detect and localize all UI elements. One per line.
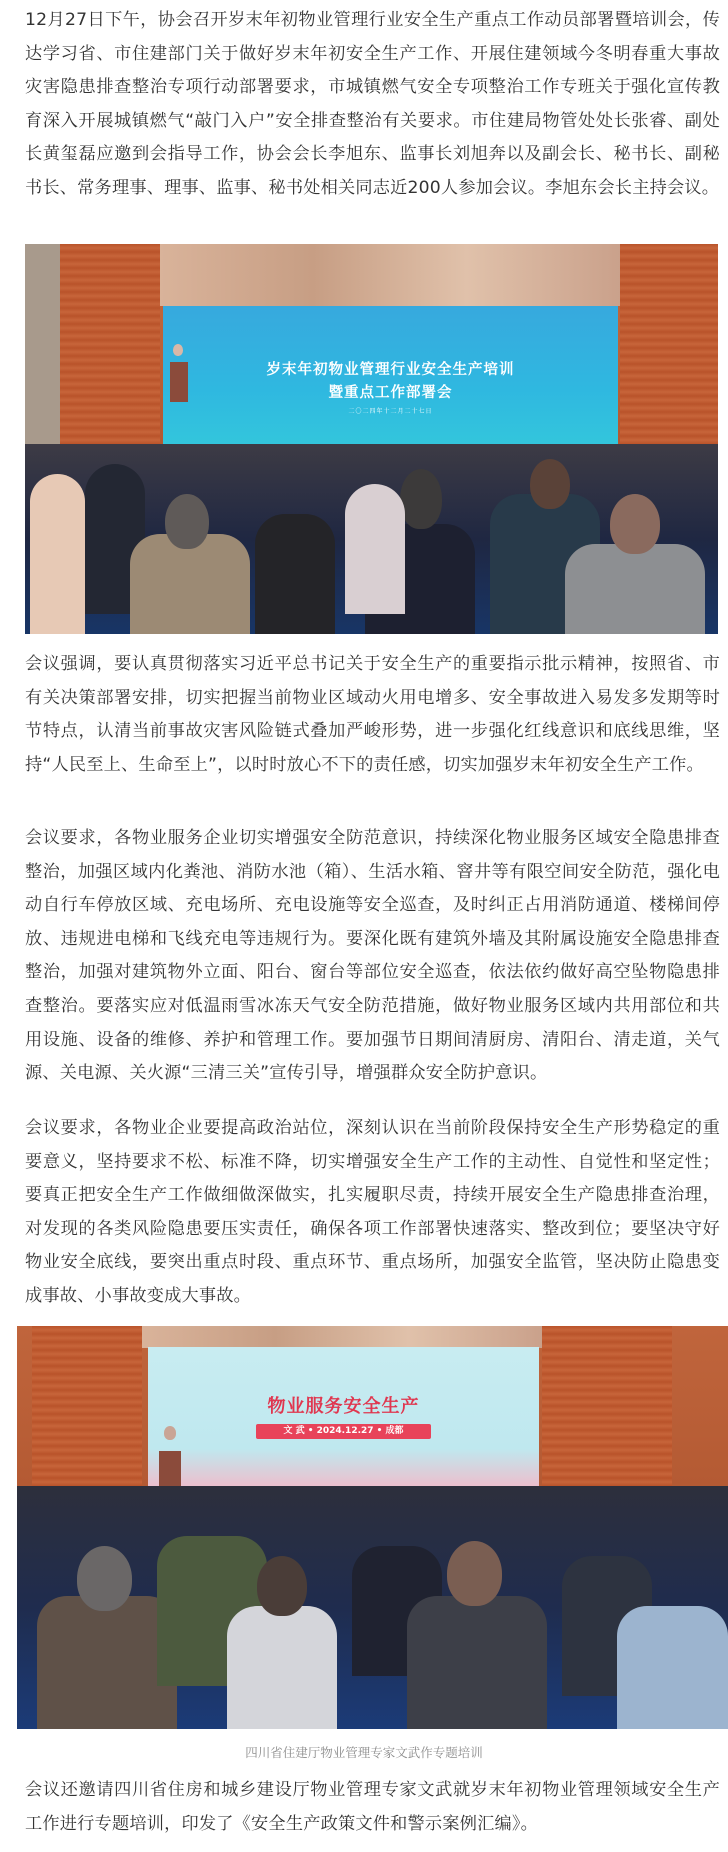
stage-screen <box>148 1347 539 1492</box>
speaker <box>173 344 183 356</box>
paragraph-training: 会议还邀请四川省住房和城乡建设厅物业管理专家文武就岁末年初物业管理领域安全生产工作进行专题培训，印发了《安全生产政策文件和警示案例汇编》。 <box>25 1780 720 1834</box>
podium <box>170 362 188 402</box>
meeting-photo-1 <box>25 244 718 634</box>
paragraph-intro: 12月27日下午，协会召开岁末年初物业管理行业安全生产重点工作动员部署暨培训会，传达学习省、市住建部门关于做好岁末年初安全生产工作、开展住建领域今冬明春重大事故灾害隐患排查整治专项行动部署要求，市城镇燃气安全专项整治工作专班关于强化宣传教育深入开展城镇燃气“敲门入户”安全排查整治有关要求。市住建局物管处处长张睿、副处长黄玺磊应邀到会指导工作，协会会长李旭东、监事长刘旭奔以及副会长、秘书长、副秘书长、常务理事、理事、监事、秘书处相关同志近200人参加会议。李旭东会长主持会议。 <box>25 10 720 198</box>
photo-caption: 四川省住建厅物业管理专家文武作专题培训 <box>245 1745 483 1760</box>
wood-wall-panel <box>620 244 718 474</box>
screen-title: 物业服务安全生产 <box>267 1396 420 1417</box>
paragraph-requirements-2: 会议要求，各物业企业要提高政治站位，深刻认识在当前阶段保持安全生产形势稳定的重要意义，坚持要求不松、标准不降，切实增强安全生产工作的主动性、自觉性和坚定性；要真正把安全生产工作做细做深做实，扎实履职尽责，持续开展安全生产隐患排查治理，对发现的各类风险隐患要压实责任，确保各项工作部署快速落实、整改到位；要坚决守好物业安全底线，要突出重点时段、重点环节、重点场所，加强安全监管，坚决防止隐患变成事故、小事故变成大事故。 <box>25 1118 720 1306</box>
wall-column <box>25 244 60 474</box>
meeting-photo-2 <box>17 1326 728 1729</box>
paragraph-requirements-1: 会议要求，各物业服务企业切实增强安全防范意识，持续深化物业服务区域安全隐患排查整治，加强区域内化粪池、消防水池（箱）、生活水箱、窨井等有限空间安全防范，强化电动自行车停放区域、充电场所、充电设施等安全巡查，及时纠正占用消防通道、楼梯间停放、违规进电梯和飞线充电等违规行为。要深化既有建筑外墙及其附属设施安全隐患排查整治，加强对建筑物外立面、阳台、窗台等部位安全巡查，依法依约做好高空坠物隐患排查整治。要落实应对低温雨雪冰冻天气安全防范措施，做好物业服务区域内共用部位和共用设施、设备的维修、养护和管理工作。要加强节日期间清厨房、清阳台、清走道，关气源、关电源、关火源“三清三关”宣传引导，增强群众安全防护意识。 <box>25 828 720 1084</box>
audience <box>17 1486 728 1729</box>
screen-title-line1: 岁末年初物业管理行业安全生产培训 <box>266 361 515 378</box>
marble-wall <box>160 244 620 306</box>
paragraph-emphasis: 会议强调，要认真贯彻落实习近平总书记关于安全生产的重要指示批示精神，按照省、市有关决策部署安排，切实把握当前物业区域动火用电增多、安全事故进入易发多发期等时节特点，认清当前事故灾害风险链式叠加严峻形势，进一步强化红线意识和底线思维，坚持“人民至上、生命至上”，以时时放心不下的责任感，切实加强岁末年初安全生产工作。 <box>25 654 720 775</box>
screen-title-line2: 暨重点工作部署会 <box>328 384 453 401</box>
speaker <box>164 1426 176 1440</box>
screen-badge: 文 武 • 2024.12.27 • 成都 <box>256 1424 431 1439</box>
stage-screen <box>163 306 618 446</box>
audience <box>25 444 718 634</box>
podium <box>159 1451 181 1491</box>
marble-wall <box>142 1326 542 1348</box>
screen-date: 二〇二四年十二月二十七日 <box>348 408 433 415</box>
wood-wall-panel <box>60 244 160 474</box>
